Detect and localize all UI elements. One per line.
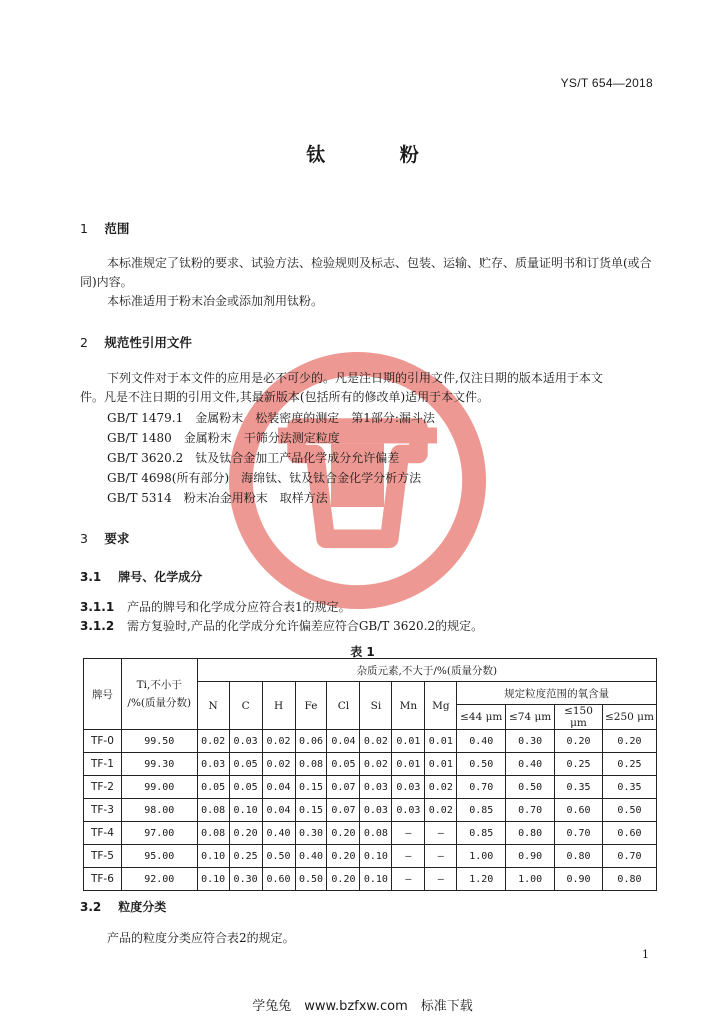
grade-cell: TF-0 xyxy=(84,730,122,753)
table-row xyxy=(84,799,657,822)
table-cell: 0.05 xyxy=(197,776,229,799)
table-cell: 0.15 xyxy=(295,799,327,822)
header-ti xyxy=(121,659,197,730)
table-cell: 0.05 xyxy=(327,753,360,776)
clause-3-1-2 xyxy=(80,617,483,634)
header-size: ≤74 μm xyxy=(506,705,555,730)
table-cell: 0.02 xyxy=(262,753,295,776)
header-element: C xyxy=(229,682,262,730)
table-cell: 0.70 xyxy=(602,845,656,868)
table-cell: 97.00 xyxy=(121,822,197,845)
table-row xyxy=(84,868,657,891)
table-cell: 1.20 xyxy=(457,868,506,891)
header-element: Mg xyxy=(425,682,457,730)
subsection-3-2-text: 产品的粒度分类应符合表2的规定。 xyxy=(107,931,295,945)
table-cell: 0.25 xyxy=(602,753,656,776)
grade-cell: TF-6 xyxy=(84,868,122,891)
table-cell: 0.01 xyxy=(392,730,425,753)
table-cell: 98.00 xyxy=(121,799,197,822)
table-cell: 0.05 xyxy=(229,776,262,799)
table-cell: 0.40 xyxy=(457,730,506,753)
section-3-heading xyxy=(80,529,129,547)
table-cell: — xyxy=(392,822,425,845)
table-cell: 0.05 xyxy=(229,753,262,776)
reference-item: GB/T 1480 金属粉末 干筛分法测定粒度 xyxy=(107,431,340,445)
section-2-paragraph-1b: 件。凡是不注日期的引用文件,其最新版本(包括所有的修改单)适用于本文件。 xyxy=(80,390,490,404)
grade-cell: TF-4 xyxy=(84,822,122,845)
table-cell: 0.80 xyxy=(602,868,656,891)
table-cell: 0.50 xyxy=(295,868,327,891)
table-cell: 0.40 xyxy=(506,753,555,776)
table-cell: 0.85 xyxy=(457,822,506,845)
table-cell: 0.06 xyxy=(295,730,327,753)
subsection-3-1-title: 牌号、化学成分 xyxy=(118,570,203,584)
table-cell: 0.40 xyxy=(262,822,295,845)
table-row xyxy=(84,845,657,868)
table-cell: — xyxy=(392,845,425,868)
table-cell: 0.90 xyxy=(555,868,603,891)
section-3-title: 要求 xyxy=(104,531,130,546)
subsection-3-1-number: 3.1 xyxy=(80,570,102,584)
section-3-number: 3 xyxy=(80,531,88,546)
table-cell: 0.30 xyxy=(229,868,262,891)
grade-cell: TF-3 xyxy=(84,799,122,822)
subsection-3-2-title: 粒度分类 xyxy=(118,900,167,914)
standard-number: YS/T 654—2018 xyxy=(560,76,653,90)
section-1-title: 范围 xyxy=(104,221,130,236)
clause-3-1-2-number: 3.1.2 xyxy=(80,619,115,633)
table-cell: 0.20 xyxy=(327,845,360,868)
table-cell: 0.07 xyxy=(327,776,360,799)
table-cell: — xyxy=(425,868,457,891)
table-cell: 0.70 xyxy=(555,822,603,845)
table-cell: 0.35 xyxy=(602,776,656,799)
table-1-caption: 表 1 xyxy=(350,645,375,659)
table-cell: 0.03 xyxy=(392,776,425,799)
table-cell: 99.30 xyxy=(121,753,197,776)
reference-item: GB/T 3620.2 钛及钛合金加工产品化学成分允许偏差 xyxy=(107,451,400,465)
header-element: Fe xyxy=(295,682,327,730)
header-size: ≤44 μm xyxy=(457,705,506,730)
table-cell: 0.40 xyxy=(295,845,327,868)
table-cell: 0.20 xyxy=(327,822,360,845)
table-cell: 0.04 xyxy=(262,776,295,799)
table-cell: 0.04 xyxy=(262,799,295,822)
header-element: Cl xyxy=(327,682,360,730)
table-cell: — xyxy=(425,845,457,868)
section-2-number: 2 xyxy=(80,335,88,350)
table-cell: 0.02 xyxy=(197,730,229,753)
clause-3-1-1 xyxy=(80,598,351,615)
header-element: Mn xyxy=(392,682,425,730)
table-cell: 0.08 xyxy=(197,822,229,845)
document-title: 钛 粉 xyxy=(306,144,453,166)
section-1-number: 1 xyxy=(80,221,88,236)
table-cell: 0.15 xyxy=(295,776,327,799)
table-cell: 0.30 xyxy=(295,822,327,845)
table-cell: 0.10 xyxy=(229,799,262,822)
table-cell: 0.60 xyxy=(555,799,603,822)
table-cell: — xyxy=(425,822,457,845)
table-cell: 99.00 xyxy=(121,776,197,799)
header-ti-line1: Ti,不小于 xyxy=(136,679,182,691)
footer-text: 学兔兔 www.bzfxw.com 标准下载 xyxy=(252,999,473,1014)
table-cell: 0.50 xyxy=(602,799,656,822)
table-cell: 0.35 xyxy=(555,776,603,799)
table-cell: 0.02 xyxy=(360,730,392,753)
table-cell: 0.10 xyxy=(197,868,229,891)
table-row xyxy=(84,753,657,776)
clause-3-1-1-text: 产品的牌号和化学成分应符合表1的规定。 xyxy=(127,600,351,614)
table-cell: 0.20 xyxy=(555,730,603,753)
table-cell: 0.04 xyxy=(327,730,360,753)
table-1 xyxy=(83,658,657,891)
table-cell: 0.10 xyxy=(360,868,392,891)
section-1-paragraph-2: 本标准适用于粉末冶金或添加剂用钛粉。 xyxy=(107,294,324,308)
table-cell: 0.01 xyxy=(425,730,457,753)
table-cell: 0.01 xyxy=(392,753,425,776)
table-cell: 92.00 xyxy=(121,868,197,891)
clause-3-1-1-number: 3.1.1 xyxy=(80,600,115,614)
header-size: ≤250 μm xyxy=(602,705,656,730)
grade-cell: TF-5 xyxy=(84,845,122,868)
subsection-3-1-heading xyxy=(80,568,202,585)
header-element: Si xyxy=(360,682,392,730)
table-cell: 0.30 xyxy=(506,730,555,753)
table-cell: 0.25 xyxy=(555,753,603,776)
table-cell: 0.02 xyxy=(425,776,457,799)
table-cell: 0.90 xyxy=(506,845,555,868)
table-cell: 95.00 xyxy=(121,845,197,868)
table-cell: 0.02 xyxy=(360,753,392,776)
table-cell: 0.02 xyxy=(425,799,457,822)
table-cell: 0.60 xyxy=(602,822,656,845)
header-oxygen: 规定粒度范围的氧含量 xyxy=(457,682,657,705)
table-cell: 0.80 xyxy=(506,822,555,845)
section-2-heading xyxy=(80,333,192,351)
section-2-paragraph-1a: 下列文件对于本文件的应用是必不可少的。凡是注日期的引用文件,仅注日期的版本适用于本文 xyxy=(107,371,603,385)
section-1-paragraph-1b: 同)内容。 xyxy=(80,275,133,289)
table-cell: 0.01 xyxy=(425,753,457,776)
table-cell: 1.00 xyxy=(506,868,555,891)
table-cell: 0.03 xyxy=(360,776,392,799)
table-cell: 0.07 xyxy=(327,799,360,822)
clause-3-1-2-text: 需方复验时,产品的化学成分允许偏差应符合GB/T 3620.2的规定。 xyxy=(127,619,484,633)
header-size: ≤150 μm xyxy=(555,705,603,730)
section-2-title: 规范性引用文件 xyxy=(104,335,192,350)
reference-item: GB/T 5314 粉末冶金用粉末 取样方法 xyxy=(107,491,328,505)
table-cell: 0.10 xyxy=(360,845,392,868)
table-cell: 99.50 xyxy=(121,730,197,753)
table-cell: 0.03 xyxy=(197,753,229,776)
table-cell: 0.08 xyxy=(295,753,327,776)
table-cell: 0.20 xyxy=(327,868,360,891)
table-cell: 0.20 xyxy=(602,730,656,753)
table-cell: 0.08 xyxy=(360,822,392,845)
grade-cell: TF-1 xyxy=(84,753,122,776)
reference-item: GB/T 1479.1 金属粉末 松装密度的测定 第1部分:漏斗法 xyxy=(107,411,435,425)
table-row xyxy=(84,822,657,845)
table-cell: 0.80 xyxy=(555,845,603,868)
header-grade: 牌号 xyxy=(84,659,122,730)
table-cell: 0.03 xyxy=(392,799,425,822)
header-element: H xyxy=(262,682,295,730)
table-cell: 0.02 xyxy=(262,730,295,753)
header-impurity: 杂质元素,不大于/%(质量分数) xyxy=(197,659,656,682)
header-element: N xyxy=(197,682,229,730)
grade-cell: TF-2 xyxy=(84,776,122,799)
table-cell: 0.50 xyxy=(262,845,295,868)
reference-item: GB/T 4698(所有部分) 海绵钛、钛及钛合金化学分析方法 xyxy=(107,471,422,485)
table-cell: 0.85 xyxy=(457,799,506,822)
table-cell: 0.70 xyxy=(457,776,506,799)
table-cell: 1.00 xyxy=(457,845,506,868)
table-cell: 0.50 xyxy=(506,776,555,799)
table-cell: 0.50 xyxy=(457,753,506,776)
table-cell: 0.08 xyxy=(197,799,229,822)
table-cell: 0.60 xyxy=(262,868,295,891)
table-cell: 0.25 xyxy=(229,845,262,868)
section-1-paragraph-1a: 本标准规定了钛粉的要求、试验方法、检验规则及标志、包装、运输、贮存、质量证明书和订货单(或合 xyxy=(107,256,652,270)
page-number: 1 xyxy=(642,948,649,961)
subsection-3-2-number: 3.2 xyxy=(80,900,102,914)
table-cell: 0.70 xyxy=(506,799,555,822)
subsection-3-2-heading xyxy=(80,898,166,915)
table-row xyxy=(84,730,657,753)
table-row xyxy=(84,776,657,799)
table-cell: 0.10 xyxy=(197,845,229,868)
table-cell: 0.20 xyxy=(229,822,262,845)
table-cell: — xyxy=(392,868,425,891)
section-1-heading xyxy=(80,219,129,237)
table-cell: 0.03 xyxy=(360,799,392,822)
header-ti-line2: /%(质量分数) xyxy=(127,697,192,709)
table-cell: 0.03 xyxy=(229,730,262,753)
